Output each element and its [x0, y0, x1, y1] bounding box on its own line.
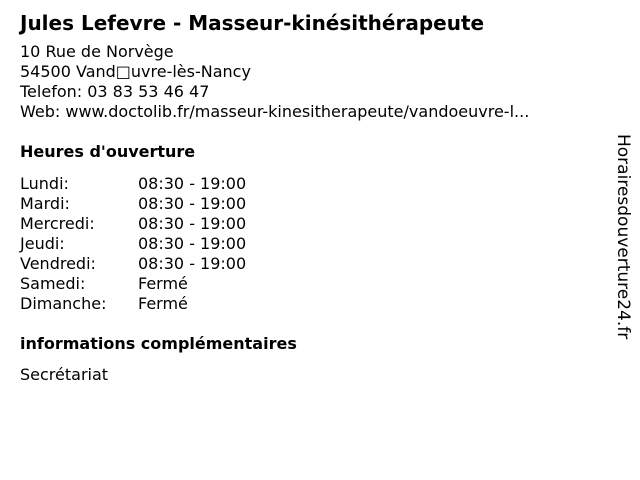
address-city: 54500 Vand□uvre-lès-Nancy — [20, 62, 251, 81]
info-text: Secrétariat — [20, 365, 109, 384]
website-line: Web: www.doctolib.fr/masseur-kinesitherapeute/vandoeuvre-l... — [20, 102, 530, 121]
info-heading: informations complémentaires — [20, 334, 297, 353]
hours-row-lundi — [20, 174, 590, 194]
business-card — [20, 10, 590, 385]
hours-time: 08:30 - 19:00 — [138, 174, 247, 193]
hours-row-vendredi — [20, 254, 590, 274]
business-title: Jules Lefevre - Masseur-kinésithérapeute — [20, 11, 485, 35]
site-brand-vertical: Horairesdouverture24.fr — [613, 134, 633, 340]
hours-day: Jeudi: — [20, 234, 65, 253]
hours-time: 08:30 - 19:00 — [138, 254, 247, 273]
hours-time: 08:30 - 19:00 — [138, 234, 247, 253]
hours-heading: Heures d'ouverture — [20, 142, 196, 161]
hours-row-samedi — [20, 274, 590, 294]
hours-time: Fermé — [138, 274, 188, 293]
address-street: 10 Rue de Norvège — [20, 42, 174, 61]
hours-day: Dimanche: — [20, 294, 107, 313]
hours-day: Vendredi: — [20, 254, 96, 273]
hours-day: Mardi: — [20, 194, 70, 213]
hours-row-mardi — [20, 194, 590, 214]
hours-time: 08:30 - 19:00 — [138, 194, 247, 213]
hours-time: 08:30 - 19:00 — [138, 214, 247, 233]
hours-day: Mercredi: — [20, 214, 95, 233]
phone-number: Telefon: 03 83 53 46 47 — [20, 82, 210, 101]
hours-time: Fermé — [138, 294, 188, 313]
hours-row-mercredi — [20, 214, 590, 234]
hours-day: Lundi: — [20, 174, 69, 193]
hours-day: Samedi: — [20, 274, 86, 293]
hours-row-jeudi — [20, 234, 590, 254]
hours-table — [20, 174, 590, 314]
hours-row-dimanche — [20, 294, 590, 314]
